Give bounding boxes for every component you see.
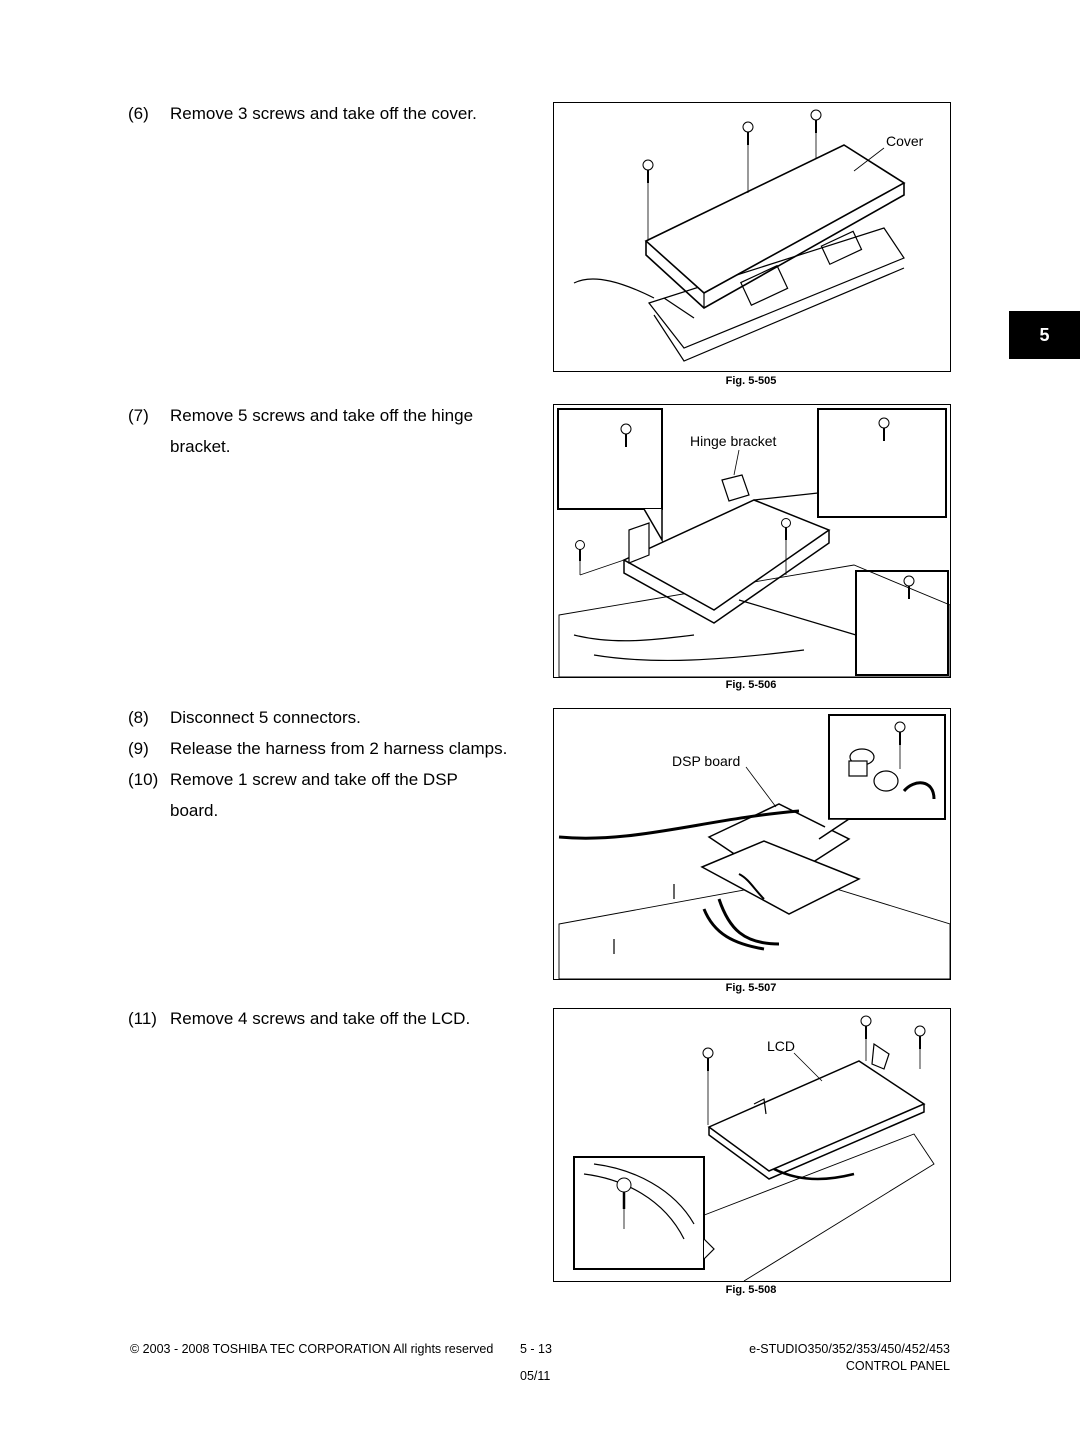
step-text: Remove 3 screws and take off the cover.: [170, 104, 477, 123]
step-11: [128, 1003, 528, 1034]
step-6: [128, 98, 528, 129]
step-number: (8): [128, 708, 149, 727]
section-tab: 5: [1009, 311, 1080, 359]
dsp-board-label: DSP board: [672, 753, 741, 769]
figure-hinge-bracket-removal: [553, 404, 951, 678]
screw-icon: [861, 1016, 871, 1061]
dsp-board-illustration: [554, 709, 950, 979]
step-text: Remove 5 screws and take off the hinge bracket.: [170, 406, 474, 456]
screw-icon: [879, 418, 889, 441]
step-8: [128, 702, 528, 733]
cover-illustration: [554, 103, 950, 371]
footer-page-number: 5 - 13: [520, 1342, 552, 1356]
lcd-illustration: [554, 1009, 950, 1281]
screw-icon: [743, 122, 753, 193]
hinge-bracket-illustration: [554, 405, 950, 677]
footer-section: CONTROL PANEL: [845, 1359, 950, 1373]
screw-icon: [895, 722, 905, 769]
hinge-bracket-label: Hinge bracket: [690, 433, 777, 449]
step-7: [128, 400, 518, 462]
figure-cover-removal: [553, 102, 951, 372]
step-number: (7): [128, 406, 149, 425]
step-number: (9): [128, 739, 149, 758]
step-9: [128, 733, 543, 764]
figure-lcd-removal: [553, 1008, 951, 1282]
figure-caption: Fig. 5-506: [725, 679, 777, 691]
figure-dsp-board-removal: [553, 708, 951, 980]
step-text: Remove 4 screws and take off the LCD.: [170, 1009, 471, 1028]
footer-copyright: © 2003 - 2008 TOSHIBA TEC CORPORATION All rights reserved: [130, 1342, 494, 1356]
step-text: Remove 1 screw and take off the DSP board.: [170, 770, 458, 820]
step-number: (6): [128, 104, 149, 123]
screw-icon: [811, 110, 821, 159]
figure-caption: Fig. 5-507: [725, 982, 777, 994]
step-text: Disconnect 5 connectors.: [170, 708, 361, 727]
lcd-label: LCD: [767, 1038, 796, 1054]
screw-icon: [915, 1026, 925, 1069]
screw-icon: [643, 160, 653, 241]
screw-icon: [621, 424, 631, 447]
screw-icon: [576, 541, 625, 576]
cover-label: Cover: [886, 133, 924, 149]
step-number: (11): [128, 1009, 157, 1028]
step-number: (10): [128, 770, 159, 789]
screw-icon: [703, 1048, 713, 1125]
footer-model: e-STUDIO350/352/353/450/452/453: [749, 1342, 950, 1356]
step-10: [128, 764, 498, 826]
figure-caption: Fig. 5-505: [725, 375, 777, 387]
step-text: Release the harness from 2 harness clamps.: [170, 739, 508, 758]
footer-date: 05/11: [520, 1369, 551, 1383]
figure-caption: Fig. 5-508: [725, 1284, 777, 1296]
